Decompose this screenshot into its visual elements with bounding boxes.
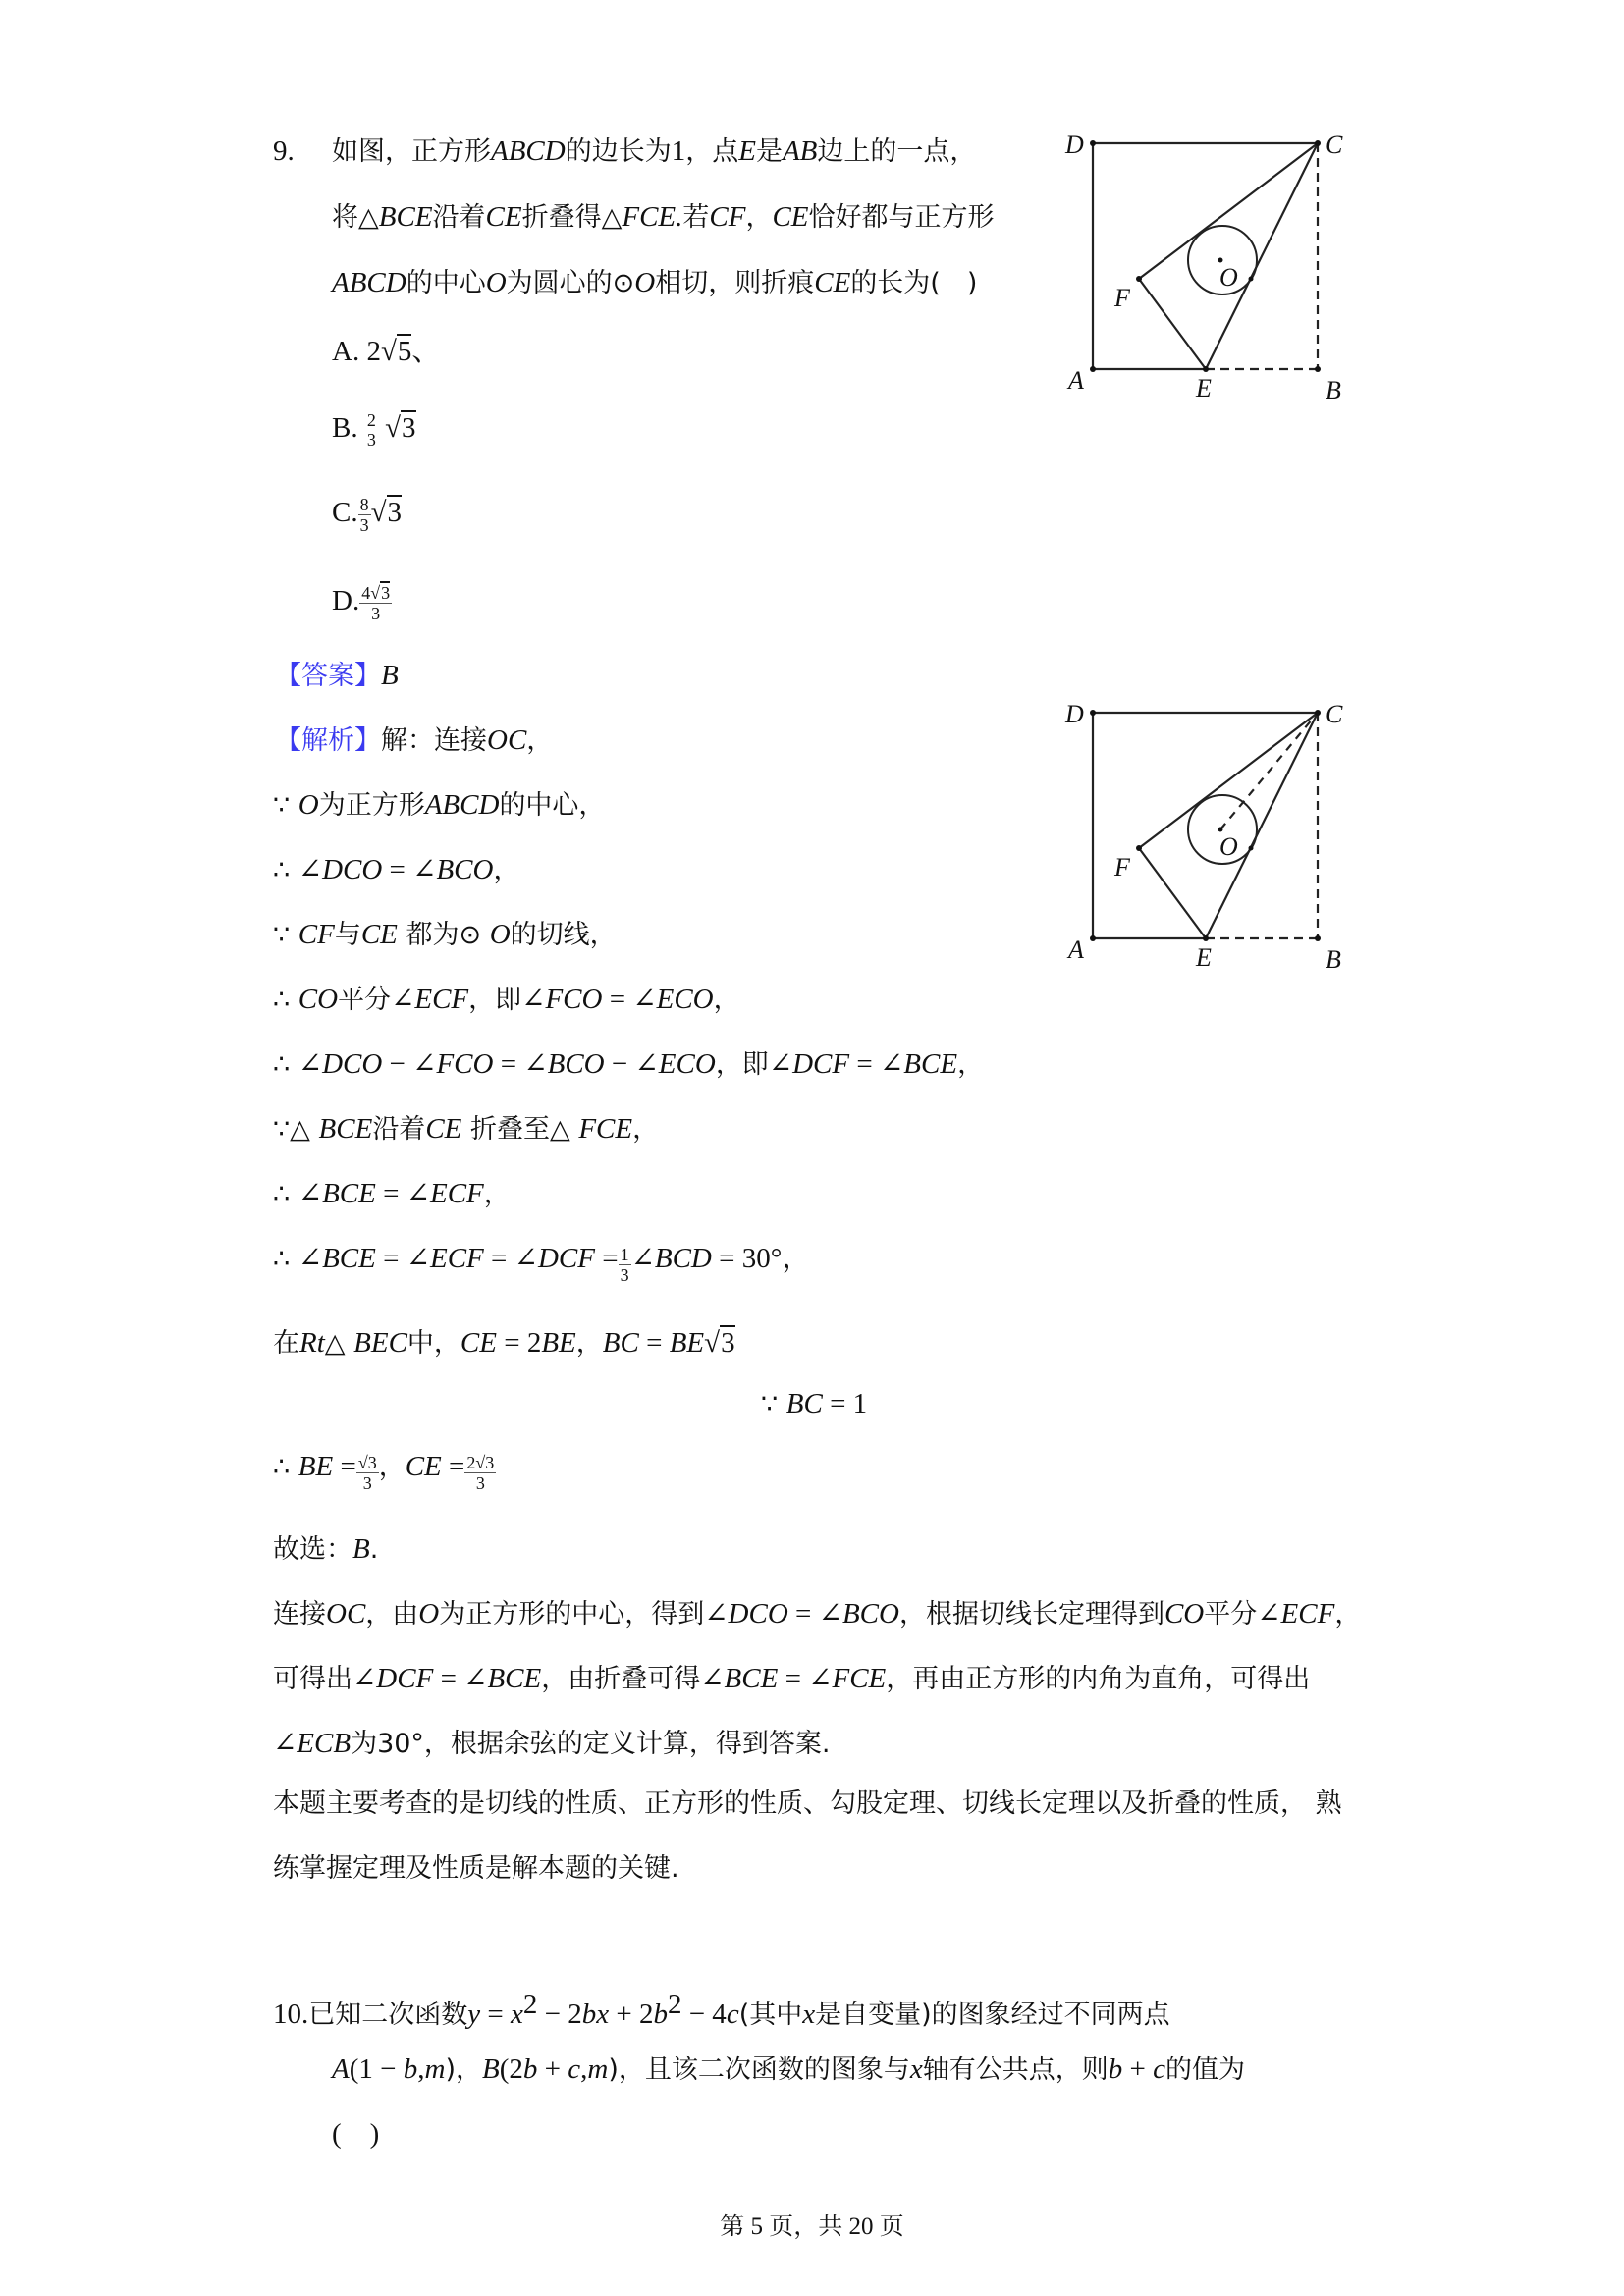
answer-value: B	[381, 660, 399, 691]
point-b	[1315, 935, 1321, 941]
sqrt-symbol: √3	[370, 497, 403, 529]
page-footer: 第 5 页，共 20 页	[720, 2214, 904, 2240]
fraction: 2 3	[366, 410, 376, 451]
summary-line-5: 练掌握定理及性质是解本题的关键.	[273, 1853, 679, 1884]
label-e: E	[1196, 374, 1212, 402]
summary-line-1: 连接OC，由O为正方形的中心，得到∠DCO = ∠BCO，根据切线长定理得到CO平分∠ECF，	[273, 1598, 1362, 1629]
point-a	[1090, 366, 1096, 372]
point-o	[1218, 258, 1223, 263]
analysis-line-8: ∴ ∠BCE = ∠ECF，	[273, 1178, 511, 1209]
question-stem-line-1: 如图，正方形ABCD的边长为1，点E是AB边上的一点，	[332, 135, 977, 167]
figure-square-fold-with-oc	[1060, 687, 1375, 982]
analysis-tag: 【解析】	[275, 725, 381, 756]
crease-ce	[1206, 143, 1318, 369]
fraction: $\frac{8}{3}$	[359, 495, 369, 535]
summary-line-2: 可得出∠DCF = ∠BCE，由折叠可得∠BCE = ∠FCE，再由正方形的内角为直角，可得出	[273, 1663, 1311, 1694]
label-o: O	[1219, 263, 1238, 292]
analysis-line-11: ∵ BC = 1	[761, 1388, 868, 1419]
label-f: F	[1114, 284, 1130, 312]
analysis-line-10: 在Rt△ BEC中，CE = 2BE，BC = BE√3	[273, 1327, 735, 1359]
label-a: A	[1068, 366, 1084, 395]
point-e	[1203, 366, 1209, 372]
side-fe	[1139, 848, 1206, 938]
summary-line-4: 本题主要考查的是切线的性质、正方形的性质、勾股定理、切线长定理以及折叠的性质， 熟	[273, 1789, 1342, 1819]
point-b	[1315, 366, 1321, 372]
analysis-line-6: ∴ ∠DCO − ∠FCO = ∠BCO − ∠ECO，即∠DCF = ∠BCE，	[273, 1048, 985, 1080]
label-c: C	[1326, 131, 1343, 159]
side-fe	[1139, 279, 1206, 369]
point-f	[1136, 276, 1142, 282]
sqrt-symbol: √3	[385, 412, 416, 444]
analysis-line-1: 【解析】解：连接OC，	[275, 724, 554, 756]
analysis-line-12: ∴ BE = $\frac{√3}{3}$ ，CE = $\frac{2√3}{3}$	[273, 1451, 495, 1493]
label-d: D	[1065, 700, 1084, 728]
point-f	[1136, 845, 1142, 851]
point-a	[1090, 935, 1096, 941]
figure-square-fold	[1060, 118, 1375, 412]
option-d[interactable]: D. $\frac{4√3}{3}$	[332, 583, 391, 623]
option-c[interactable]: C. $\frac{8}{3}$ √3	[332, 495, 403, 535]
summary-line-3: ∠ECB为30°，根据余弦的定义计算，得到答案.	[273, 1728, 831, 1759]
tangent-point	[1249, 277, 1254, 282]
point-c	[1315, 710, 1321, 716]
question-number: 10.	[273, 1999, 309, 2030]
point-o	[1218, 828, 1223, 832]
side-cf	[1139, 713, 1318, 848]
question-stem-line-2: 将△BCE沿着CE折叠得△FCE.若CF，CE恰好都与正方形	[332, 201, 995, 233]
fraction-be: $\frac{√3}{3}$	[357, 1453, 377, 1493]
label-c: C	[1326, 700, 1343, 728]
option-b[interactable]: B. 2 3 √3	[332, 410, 416, 451]
tangent-point	[1249, 846, 1254, 851]
label-b: B	[1326, 945, 1341, 974]
fraction-ce: $\frac{2√3}{3}$	[466, 1453, 495, 1493]
label-b: B	[1326, 376, 1341, 404]
label-o: O	[1219, 832, 1238, 861]
analysis-line-13: 故选：B.	[273, 1533, 379, 1565]
question-10-line-1: 10.已知二次函数$y = x^2 - 2bx + 2b^2 - 4c$(其中x是自变量)的图象经过不同两点	[273, 1989, 1170, 2030]
option-a[interactable]: A. 2√5、	[332, 336, 441, 367]
analysis-line-9: ∴ ∠BCE = ∠ECF = ∠DCF = $\frac{1}{3}$ ∠BCD = 30°，	[273, 1243, 811, 1285]
point-d	[1090, 710, 1096, 716]
analysis-line-2: ∵ O为正方形ABCD的中心，	[273, 789, 606, 821]
question-10-line-3: ( )	[332, 2118, 380, 2150]
sqrt-symbol: √5	[380, 336, 412, 367]
fraction: $\frac{4√3}{3}$	[361, 583, 391, 623]
analysis-line-4: ∵ CF与CE 都为⊙ O的切线，	[273, 919, 617, 950]
analysis-line-3: ∴ ∠DCO = ∠BCO，	[273, 854, 520, 885]
point-d	[1090, 140, 1096, 146]
answer-tag: 【答案】	[275, 661, 381, 691]
question-10-line-2: A(1 − b,m)，B(2b + c,m)，且该二次函数的图象与x轴有公共点，则b + c的值为	[332, 2054, 1245, 2085]
label-a: A	[1068, 935, 1084, 964]
answer-line	[275, 658, 399, 694]
analysis-line-7: ∵△ BCE沿着CE 折叠至△ FCE，	[273, 1113, 660, 1145]
point-e	[1203, 935, 1209, 941]
label-f: F	[1114, 853, 1130, 881]
analysis-line-5: ∴ CO平分∠ECF，即∠FCO = ∠ECO，	[273, 984, 740, 1015]
point-c	[1315, 140, 1321, 146]
label-d: D	[1065, 131, 1084, 159]
sqrt-symbol: √3	[704, 1327, 735, 1359]
side-cf	[1139, 143, 1318, 279]
question-stem-line-3: ABCD的中心O为圆心的⊙O相切，则折痕CE的长为( )	[332, 267, 978, 298]
fraction-one-third: $\frac{1}{3}$	[620, 1245, 629, 1285]
label-e: E	[1196, 943, 1212, 972]
question-number: 9.	[273, 135, 295, 167]
